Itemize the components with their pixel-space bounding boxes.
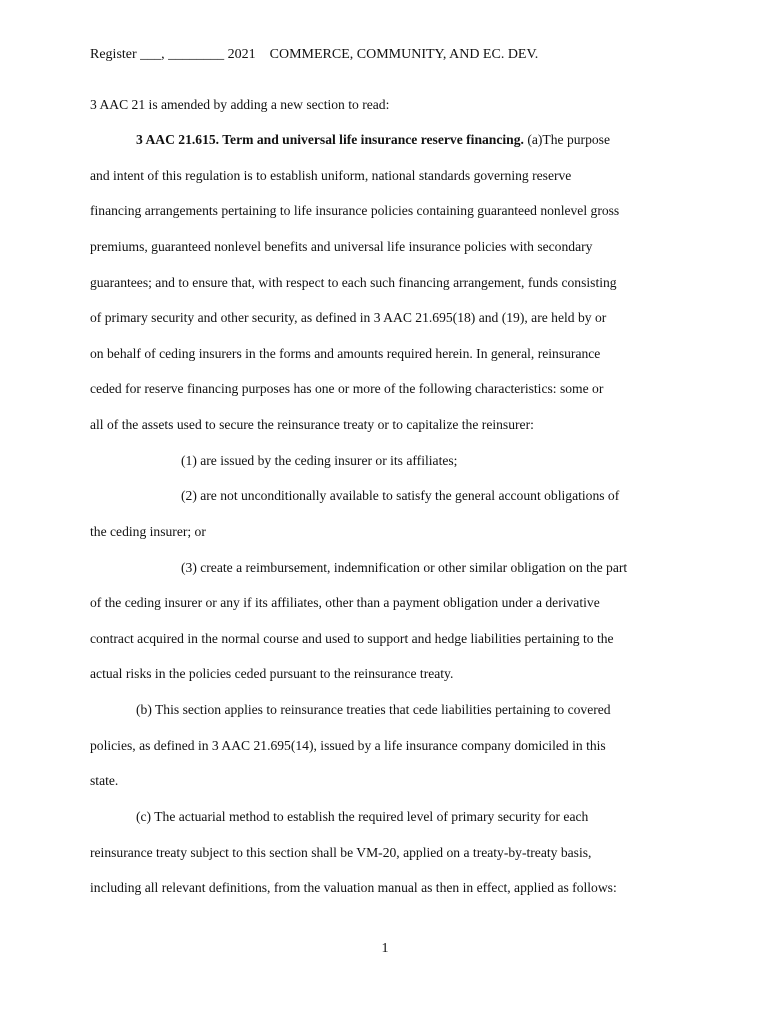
paragraph-a-line: and intent of this regulation is to establish uniform, national standards governing reserve — [90, 168, 572, 183]
list-item-3-continued: actual risks in the policies ceded pursuant to the reinsurance treaty. — [90, 666, 454, 681]
amendment-intro: 3 AAC 21 is amended by adding a new section to read: — [90, 97, 390, 112]
paragraph-a-line: guarantees; and to ensure that, with respect to each such financing arrangement, funds consisting — [90, 275, 617, 290]
paragraph-c: (c) The actuarial method to establish the required level of primary security for each — [136, 809, 589, 824]
paragraph-a-line: premiums, guaranteed nonlevel benefits and universal life insurance policies with secondary — [90, 239, 593, 254]
paragraph-c-line: including all relevant definitions, from the valuation manual as then in effect, applied as follows: — [90, 880, 617, 895]
paragraph-a-line: financing arrangements pertaining to life insurance policies containing guaranteed nonlevel gross — [90, 203, 620, 218]
list-item-2-continued: the ceding insurer; or — [90, 524, 206, 539]
paragraph-b-line: state. — [90, 773, 119, 788]
page-header — [90, 47, 538, 63]
paragraph-a-line: on behalf of ceding insurers in the forms and amounts required herein. In general, reinsurance — [90, 346, 601, 361]
header-department: COMMERCE, COMMUNITY, AND EC. DEV. — [269, 47, 539, 62]
list-item-3-continued: contract acquired in the normal course and used to support and hedge liabilities pertaining to the — [90, 631, 614, 646]
paragraph-b-line: policies, as defined in 3 AAC 21.695(14), issued by a life insurance company domiciled in this — [90, 738, 606, 753]
list-item-2: (2) are not unconditionally available to satisfy the general account obligations of — [181, 488, 620, 503]
section-heading-line — [136, 131, 610, 149]
list-item-1: (1) are issued by the ceding insurer or its affiliates; — [181, 453, 458, 468]
list-item-3-continued: of the ceding insurer or any if its affiliates, other than a payment obligation under a derivative — [90, 595, 600, 610]
paragraph-a-start: (a)The purpose — [527, 132, 611, 147]
paragraph-a-line: all of the assets used to secure the reinsurance treaty or to capitalize the reinsurer: — [90, 417, 534, 432]
page-number: 1 — [381, 941, 389, 956]
paragraph-c-line: reinsurance treaty subject to this section shall be VM-20, applied on a treaty-by-treaty basis, — [90, 845, 592, 860]
header-register-date: Register ___, ________ 2021 — [90, 47, 256, 62]
paragraph-b: (b) This section applies to reinsurance treaties that cede liabilities pertaining to covered — [136, 702, 611, 717]
section-heading: 3 AAC 21.615. Term and universal life insurance reserve financing. — [136, 132, 524, 147]
paragraph-a-line: of primary security and other security, as defined in 3 AAC 21.695(18) and (19), are held by or — [90, 310, 607, 325]
paragraph-a-line: ceded for reserve financing purposes has one or more of the following characteristics: some or — [90, 381, 604, 396]
list-item-3: (3) create a reimbursement, indemnification or other similar obligation on the part — [181, 560, 628, 575]
